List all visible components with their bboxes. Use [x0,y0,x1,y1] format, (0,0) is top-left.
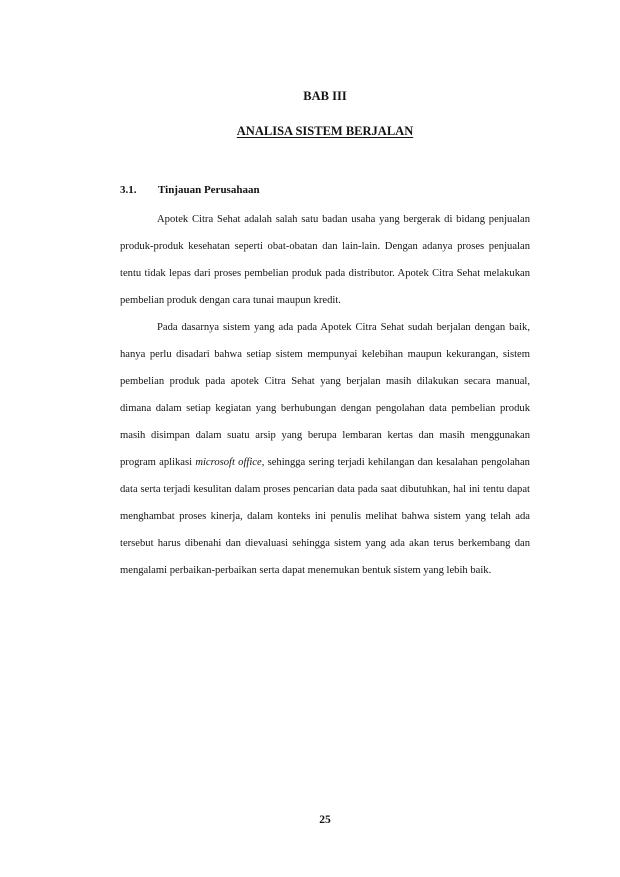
page-number: 25 [319,814,331,826]
chapter-number: BAB III [303,89,347,103]
section-heading [120,183,530,197]
paragraph-2-text-after: , sehingga sering terjadi kehilangan dan kesalahan pengolahan data serta terjadi kesulitan dalam proses pencarian data pada saat dibutuhkan, hal ini tentu dapat menghambat proses kinerja, dalam konteks ini penulis melihat bahwa sistem yang telah ada tersebut harus dibenahi dan dievaluasi sehingga sistem yang ada akan terus berkembang dan mengalami perbaikan-perbaikan serta dapat menemukan bentuk sistem yang lebih baik. [120,457,530,576]
paragraph-1: Apotek Citra Sehat adalah salah satu badan usaha yang bergerak di bidang penjualan produk-produk kesehatan seperti obat-obatan dan lain-lain. Dengan adanya proses penjualan tentu tidak lepas dari proses pembelian produk pada distributor. Apotek Citra Sehat melakukan pembelian produk dengan cara tunai maupun kredit. [120,214,530,306]
body-text [120,206,530,584]
paragraph-2-text-before: Pada dasarnya sistem yang ada pada Apotek Citra Sehat sudah berjalan dengan baik, hanya perlu disadari bahwa setiap sistem mempunyai kelebihan maupun kekurangan, sistem pembelian produk pada apotek Citra Sehat yang berjalan masih dilakukan secara manual, dimana dalam setiap kegiatan yang berhubungan dengan pengolahan data pembelian produk masih disimpan dalam suatu arsip yang berupa lembaran kertas dan masih menggunakan program aplikasi [120,322,530,468]
section-title: Tinjauan Perusahaan [158,184,260,196]
paragraph-2-emphasis: microsoft office [195,457,262,468]
chapter-title: ANALISA SISTEM BERJALAN [236,124,414,138]
section-number: 3.1. [120,184,137,196]
paragraph-2 [120,314,530,584]
